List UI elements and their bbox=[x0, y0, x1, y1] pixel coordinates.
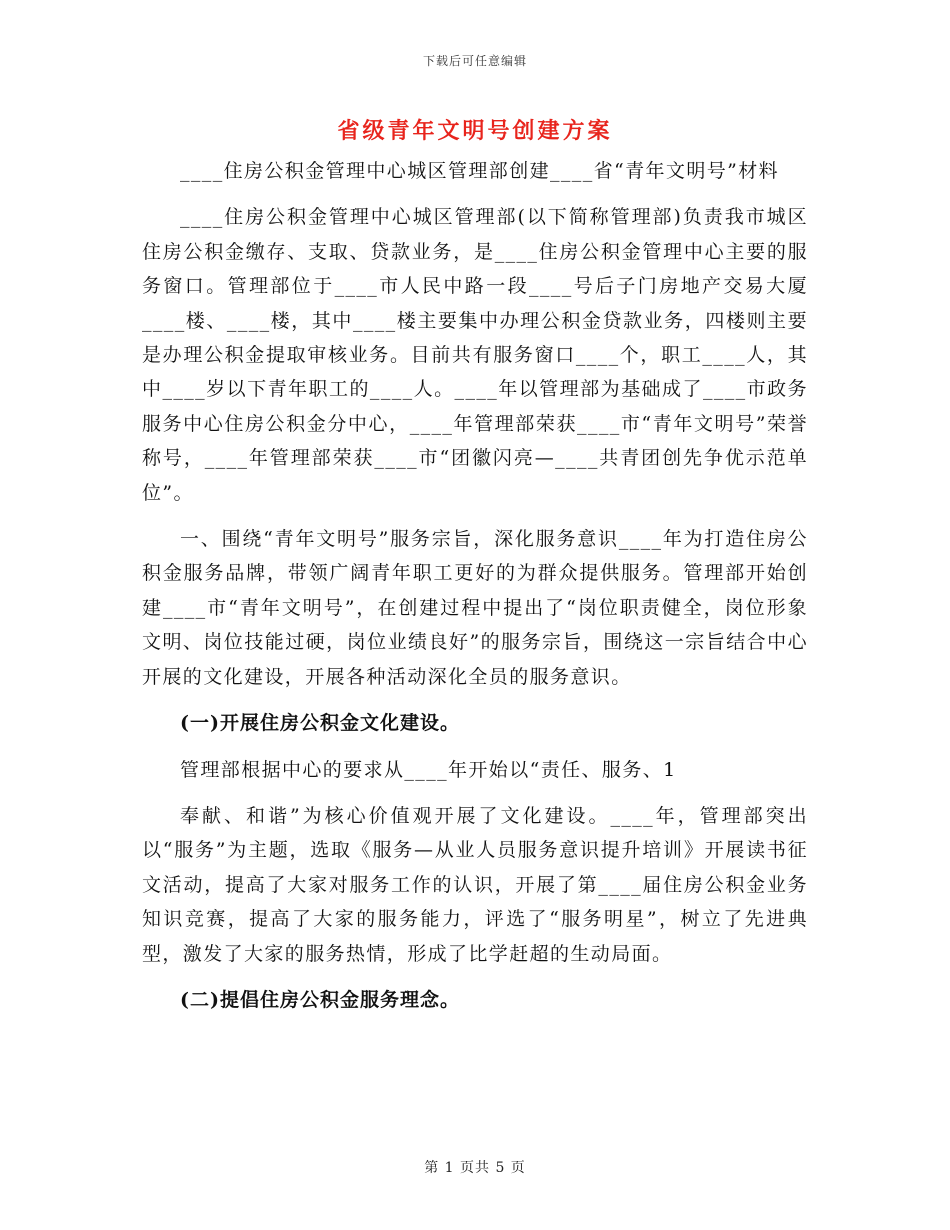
document-body bbox=[142, 154, 808, 1017]
section-one-paragraph: 一、围绕“青年文明号”服务宗旨，深化服务意识____年为打造住房公积金服务品牌，带领广阔青年职工更好的为群众提供服务。管理部开始创建____市“青年文明号”，在创建过程中提出了“岗位职责健全，岗位形象文明、岗位技能过硬，岗位业绩良好”的服务宗旨，围绕这一宗旨结合中心开展的文化建设，开展各种活动深化全员的服务意识。 bbox=[142, 528, 808, 688]
culture-paragraph-start: 管理部根据中心的要求从____年开始以“责任、服务、1 bbox=[180, 758, 677, 781]
page-number: 第 1 页共 5 页 bbox=[424, 1160, 526, 1176]
subsection-two-heading: (二)提倡住房公积金服务理念。 bbox=[180, 988, 460, 1011]
page-header-note: 下载后可任意编辑 bbox=[422, 54, 527, 68]
intro-paragraph: ____住房公积金管理中心城区管理部创建____省“青年文明号”材料 bbox=[180, 160, 780, 182]
subsection-one-heading: (一)开展住房公积金文化建设。 bbox=[180, 712, 460, 735]
culture-paragraph-continued: 奉献、和谐”为核心价值观开展了文化建设。____年，管理部突出以“服务”为主题，选取《服务—从业人员服务意识提升培训》开展读书征文活动，提高了大家对服务工作的认识，开展了第____届住房公积金业务知识竞赛，提高了大家的服务能力，评选了“服务明星”，树立了先进典型，激发了大家的服务热情，形成了比学赶超的生动局面。 bbox=[142, 804, 808, 965]
overview-paragraph: ____住房公积金管理中心城区管理部(以下简称管理部)负责我市城区住房公积金缴存、支取、贷款业务，是____住房公积金管理中心主要的服务窗口。管理部位于____市人民中路一段____号后子门房地产交易大厦____楼、____楼，其中____楼主要集中办理公积金贷款业务，四楼则主要是办理公积金提取审核业务。目前共有服务窗口____个，职工____人，其中____岁以下青年职工的____人。____年以管理部为基础成了____市政务服务中心住房公积金分中心，____年管理部荣获____市“青年文明号”荣誉称号，____年管理部荣获____市“团徽闪亮—____共青团创先争优示范单位”。 bbox=[142, 206, 808, 504]
document-title: 省级青年文明号创建方案 bbox=[337, 118, 613, 144]
